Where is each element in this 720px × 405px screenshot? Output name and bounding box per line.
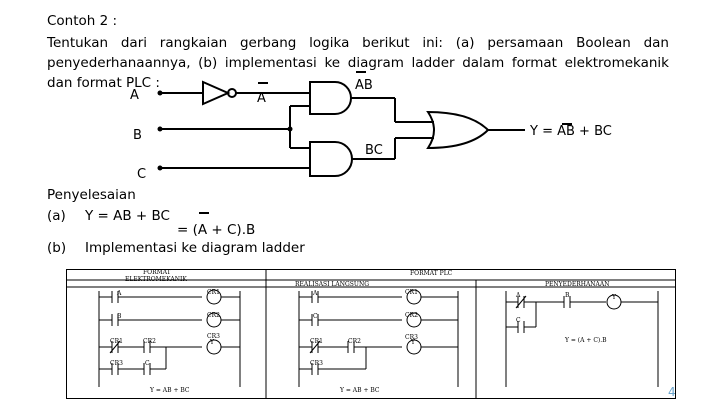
p2-equation: Y = AB + BC <box>340 387 380 394</box>
result-label: Y = AB + BC <box>530 124 612 139</box>
p1-equation: Y = AB + BC <box>150 387 190 394</box>
p2-coil-cr2: CR2 <box>405 312 418 319</box>
ladder-diagram-svg <box>66 269 676 399</box>
answer-a-prefix: (a) <box>47 208 66 224</box>
p3-coil-y: Y <box>612 294 616 301</box>
answer-b-text: Implementasi ke diagram ladder <box>85 240 305 256</box>
answer-a-simplified: = (A + C).B <box>177 222 256 238</box>
input-a-label: A <box>130 88 139 103</box>
plc-header: FORMAT PLC <box>410 270 453 277</box>
answer-a-equation: Y = AB + BC <box>85 208 170 224</box>
ladder-figure <box>66 269 676 399</box>
p1-coil-cr3: CR3 <box>207 333 220 340</box>
and-gate-2 <box>310 142 352 176</box>
or-gate <box>428 112 488 148</box>
panel3-title: PENYEDERHANAAN <box>545 281 610 288</box>
problem-line-1: Tentukan dari rangkaian gerbang logika berikut ini: (a) persamaan Boolean dan <box>47 35 669 51</box>
p1-contact-a: A <box>117 290 122 297</box>
p2-coil-y: Y <box>411 339 415 346</box>
p2-contact-cr1: CR1 <box>310 338 323 345</box>
p2-contact-c: C <box>313 313 318 320</box>
p1-contact-cr3: CR3 <box>110 360 123 367</box>
answer-b-prefix: (b) <box>47 240 67 256</box>
p1-contact-cr2: CR2 <box>143 338 156 345</box>
p2-coil-cr3: CR3 <box>405 334 418 341</box>
p1-coil-cr2: CR2 <box>207 312 220 319</box>
overline-a-mark <box>199 212 209 214</box>
p1-contact-cr1: CR1 <box>110 338 123 345</box>
and2-output-label: BC <box>365 143 383 158</box>
solution-title: Penyelesaian <box>47 187 136 203</box>
p3-contact-a: A <box>516 292 521 299</box>
p2-coil-cr1: CR1 <box>405 289 418 296</box>
p3-contact-b: B <box>565 292 570 299</box>
panel1-title-1: FORMAT <box>143 269 171 276</box>
panel2-title: REALISASI LANGSUNG <box>295 281 369 288</box>
p3-equation: Y = (A + C).B <box>565 337 607 344</box>
p1-contact-b: B <box>117 313 122 320</box>
p3-contact-c: C <box>516 317 521 324</box>
and1-output-label: AB <box>355 78 373 93</box>
not-output-label: A <box>257 91 266 106</box>
p1-contact-c: C <box>145 360 150 367</box>
p1-coil-cr1: CR1 <box>207 289 220 296</box>
problem-line-2: penyederhanaannya, (b) implementasi ke diagram ladder dalam format elektromekanik <box>47 55 669 71</box>
p2-contact-cr2: CR2 <box>348 338 361 345</box>
problem-line-3: dan format PLC : <box>47 75 160 91</box>
logic-gate-diagram <box>0 0 720 200</box>
and-gate-1 <box>310 82 351 114</box>
panel1-title-2: ELEKTROMEKANIK <box>125 276 187 283</box>
example-heading: Contoh 2 : <box>47 13 118 29</box>
p2-contact-a: A <box>313 290 318 297</box>
input-b-label: B <box>133 128 142 143</box>
p1-coil-y: Y <box>210 339 214 346</box>
page-number: 4 <box>668 385 676 399</box>
not-gate <box>203 82 228 104</box>
p2-contact-cr3: CR3 <box>310 360 323 367</box>
input-c-label: C <box>137 167 147 182</box>
